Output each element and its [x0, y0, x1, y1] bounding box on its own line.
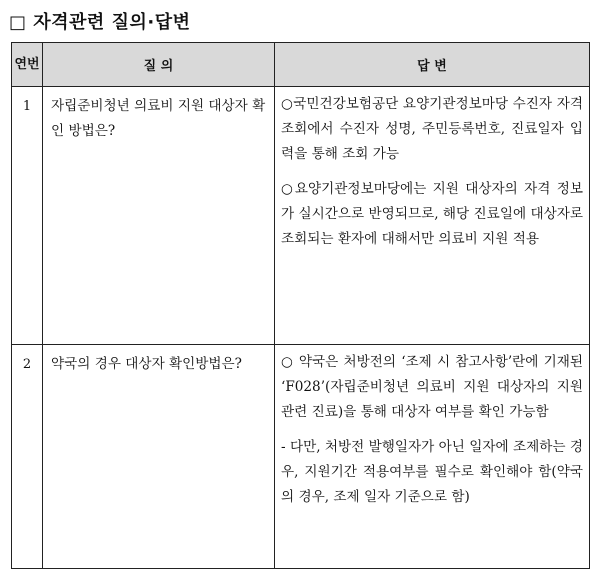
answer-item: ○요양기관정보마당에는 지원 대상자의 자격 정보가 실시간으로 반영되므로, 해당 진료일에 대상자로 조회되는 환자에 대해서만 의료비 지원 적용 [281, 181, 583, 247]
answer-item: ○ 약국은 처방전의 ‘조제 시 참고사항’란에 기재된 ‘F028’(자립준비청년 의료비 지원 대상자의 지원 관련 진료)을 통해 대상자 여부를 확인 가능함 [281, 354, 583, 420]
section-title-text: □ 자격관련 질의·답변 [9, 12, 191, 33]
qa-table [11, 42, 590, 569]
row-number: 2 [12, 345, 43, 569]
header-no: 연번 [12, 43, 43, 87]
answer-item: - 다만, 처방전 발행일자가 아닌 일자에 조제하는 경우, 지원기간 적용여부를 필수로 확인해야 함(약국의 경우, 조제 일자 기준으로 함) [281, 439, 583, 505]
header-question-label: 질 의 [143, 59, 174, 74]
header-question [43, 43, 275, 87]
table-header-row [12, 43, 590, 87]
header-answer-label: 답 변 [417, 59, 447, 74]
table-row [12, 87, 590, 345]
table-row [12, 345, 590, 569]
answer-item: ○국민건강보험공단 요양기관정보마당 수진자 자격조회에서 수진자 성명, 주민등록번호, 진료일자 입력을 통해 조회 가능 [281, 96, 583, 162]
row-answer-cell [275, 87, 590, 345]
row-number: 1 [12, 87, 43, 345]
section-title [9, 8, 190, 34]
row-answer-cell [275, 345, 590, 569]
row-question: 약국의 경우 대상자 확인방법은? [43, 345, 275, 569]
row-question: 자립준비청년 의료비 지원 대상자 확인 방법은? [43, 87, 275, 345]
header-answer [275, 43, 590, 87]
